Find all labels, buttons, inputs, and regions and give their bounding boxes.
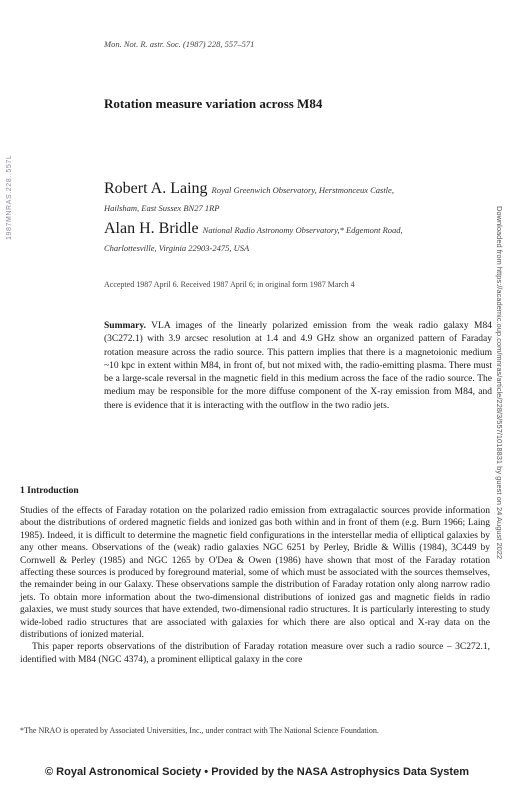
author-1 <box>104 180 394 198</box>
author-2-address: Charlottesville, Virginia 22903-2475, USA <box>104 243 250 253</box>
abstract <box>104 320 492 413</box>
author-2-name: Alan H. Bridle <box>104 220 199 237</box>
paragraph: This paper reports observations of the distribution of Faraday rotation measure over such a radio source – 3C272.1, identified with M84 (NGC 4374), a prominent elliptical galaxy in the core <box>20 642 490 665</box>
author-2-affiliation: National Radio Astronomy Observatory,* Edgemont Road, <box>202 225 403 235</box>
section-heading: 1 Introduction <box>20 486 79 496</box>
author-2 <box>104 220 403 238</box>
paragraph: Studies of the effects of Faraday rotation on the polarized radio emission from extragalactic sources provide information about the distributions of ordered magnetic fields and ionized gas both within and in front of them (e.g. Burn 1966; Laing 1985). Indeed, it is difficult to determine the magnetic field configurations in the interstellar media of elliptical galaxies by any other means. Observations of the (weak) radio galaxies NGC 6251 by Perley, Bridle & Willis (1984), 3C449 by Cornwell & Perley (1985) and NGC 1265 by O'Dea & Owen (1986) have shown that most of the Faraday rotation affecting these sources is produced by foreground material, some of which must be associated with the sources themselves, the remainder being in our Galaxy. These observations sample the distribution of Faraday rotation only along narrow radio jets. To obtain more information about the two-dimensional distributions of ionized gas and magnetic fields in radio galaxies, we must study sources that have extended, two-dimensional radio structures. It is particularly interesting to study wide-lobed radio structures that are associated with galaxies for which there are also optical and X-ray data on the distributions of ionized material. <box>20 506 490 641</box>
paper-title: Rotation measure variation across M84 <box>104 96 323 111</box>
abstract-text: VLA images of the linearly polarized emission from the weak radio galaxy M84 (3C272.1) with 3.9 arcsec resolution at 1.4 and 4.9 GHz show an organized pattern of Faraday rotation measure across the radio source. This pattern implies that there is a magnetoionic medium ~10 kpc in extent within M84, in front of, but not mixed with, the radio-emitting plasma. There must be a large-scale reversal in the magnetic field in this medium across the face of the radio source. The medium may be responsible for the more diffuse component of the X-ray emission from M84, and there is evidence that it is interacting with the outflow in the two radio jets. <box>104 321 492 411</box>
bibcode-margin: 1987MNRAS.228..557L <box>6 154 13 240</box>
author-1-name: Robert A. Laing <box>104 180 208 197</box>
accepted-dates: Accepted 1987 April 6. Received 1987 April 6; in original form 1987 March 4 <box>104 280 355 289</box>
footnote: *The NRAO is operated by Associated Universities, Inc., under contract with The National Science Foundation. <box>20 726 379 735</box>
ads-footer: © Royal Astronomical Society • Provided by the NASA Astrophysics Data System <box>45 766 469 778</box>
abstract-lead: Summary. <box>104 321 146 331</box>
author-1-affiliation: Royal Greenwich Observatory, Herstmonceux Castle, <box>211 185 394 195</box>
download-notice: Downloaded from https://academic.oup.com/mnras/article/228/3/557/1018831 by guest on 24 August 2022 <box>495 206 504 560</box>
body-text <box>20 505 490 666</box>
author-1-address: Hailsham, East Sussex BN27 1RP <box>104 203 220 213</box>
journal-citation: Mon. Not. R. astr. Soc. (1987) 228, 557–571 <box>104 39 255 49</box>
